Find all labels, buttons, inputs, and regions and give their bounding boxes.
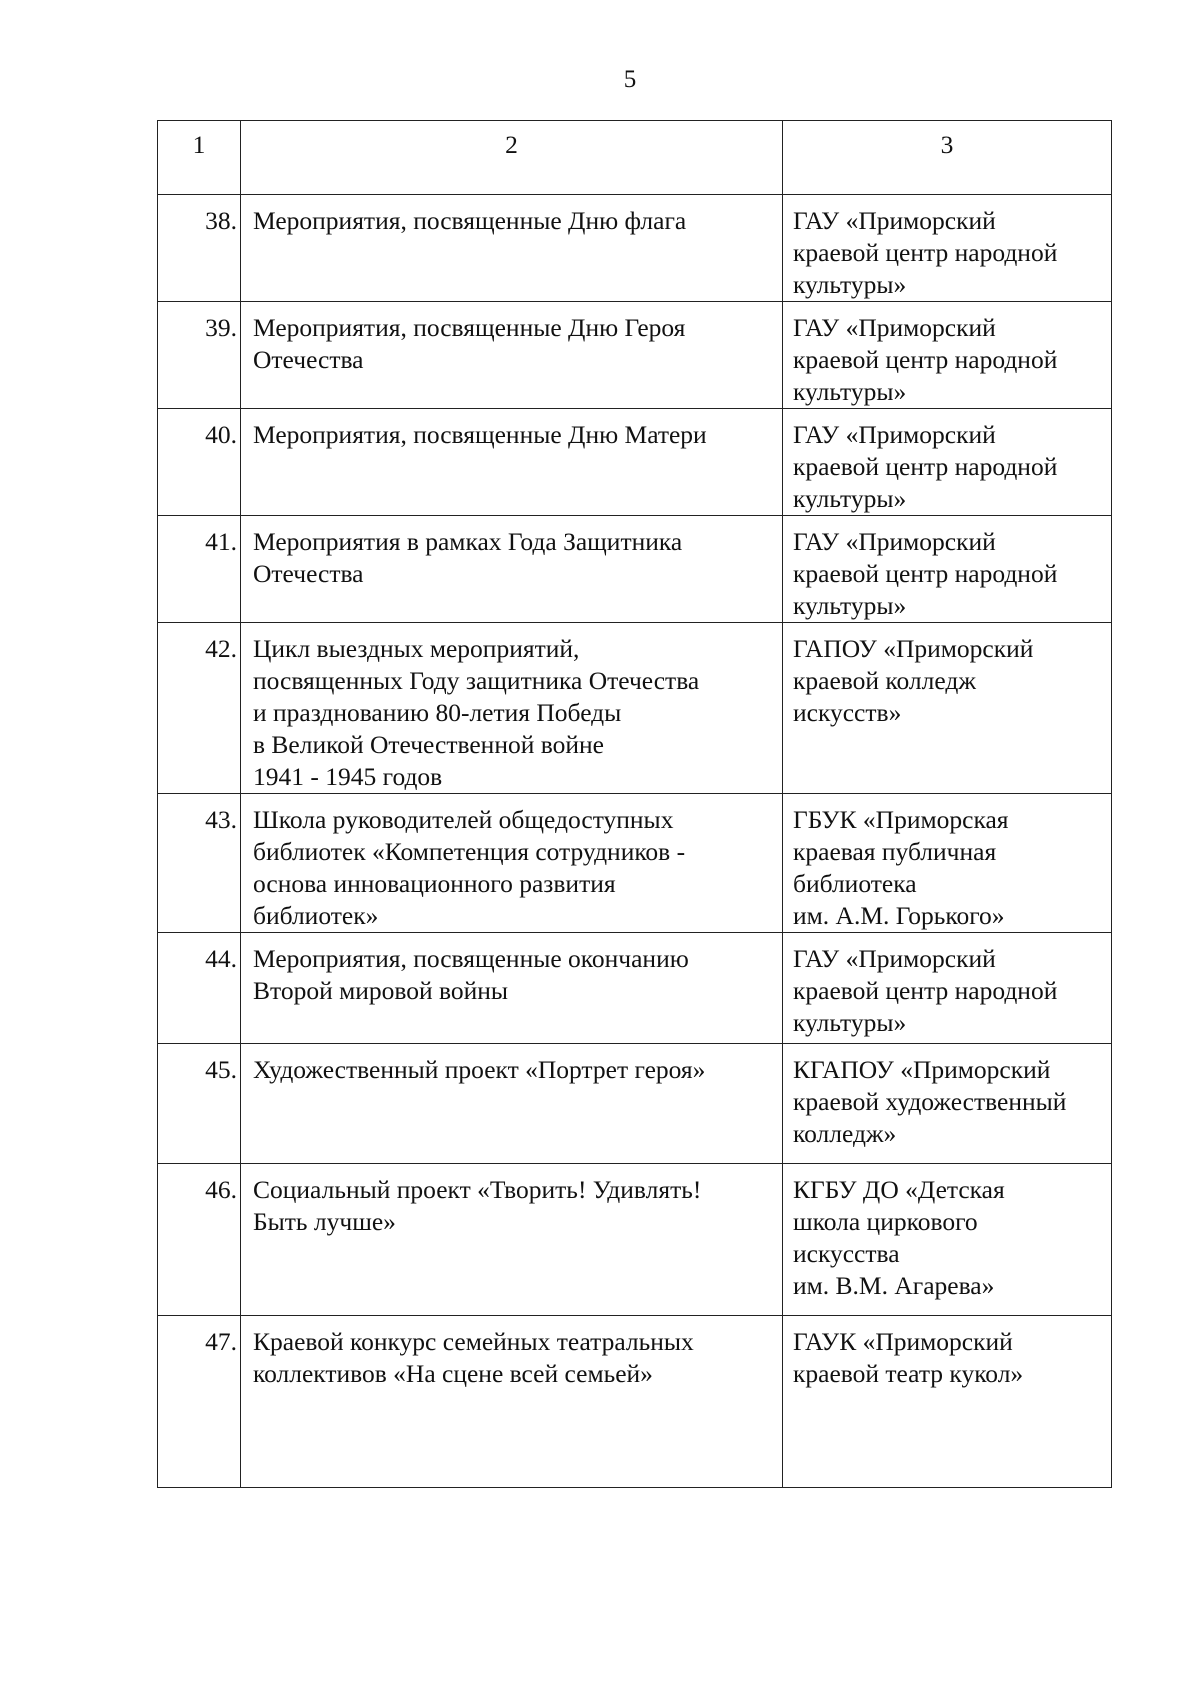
organizer-line: краевой центр народной [793,559,1058,588]
event-cell [241,1316,783,1488]
organizer-line: культуры» [793,377,907,406]
event-line: Быть лучше» [253,1207,396,1236]
row-number: 44. [158,933,241,1044]
organizer-line: краевой колледж [793,666,976,695]
event-cell [241,933,783,1044]
table-row [158,1316,1112,1488]
organizer-cell [783,516,1112,623]
header-cell-1: 1 [158,121,241,195]
events-table [157,120,1112,1488]
organizer-line: колледж» [793,1119,897,1148]
event-line: посвященных Году защитника Отечества [253,666,700,695]
row-number: 47. [158,1316,241,1488]
organizer-line: ГАПОУ «Приморский [793,634,1034,663]
event-cell [241,195,783,302]
organizer-line: КГАПОУ «Приморский [793,1055,1051,1084]
event-line: 1941 - 1945 годов [253,762,443,791]
organizer-cell [783,195,1112,302]
row-number: 42. [158,623,241,794]
table-row [158,794,1112,933]
organizer-line: ГАУ «Приморский [793,206,996,235]
table-row [158,933,1112,1044]
organizer-line: краевой театр кукол» [793,1359,1024,1388]
organizer-cell [783,409,1112,516]
event-line: Мероприятия, посвященные Дню флага [253,206,687,235]
organizer-cell [783,1044,1112,1164]
event-line: Социальный проект «Творить! Удивлять! [253,1175,702,1204]
organizer-line: краевой центр народной [793,976,1058,1005]
row-number: 39. [158,302,241,409]
organizer-line: краевой центр народной [793,238,1058,267]
organizer-line: библиотека [793,869,917,898]
organizer-line: краевой центр народной [793,452,1058,481]
organizer-line: искусства [793,1239,900,1268]
row-number: 41. [158,516,241,623]
organizer-line: им. А.М. Горького» [793,901,1005,930]
event-line: Художественный проект «Портрет героя» [253,1055,706,1084]
page-number: 5 [623,66,637,93]
organizer-line: ГБУК «Приморская [793,805,1009,834]
organizer-line: краевой художественный [793,1087,1067,1116]
event-line: библиотек» [253,901,379,930]
organizer-line: ГАУ «Приморский [793,313,996,342]
organizer-line: краевой центр народной [793,345,1058,374]
event-line: коллективов «На сцене всей семьей» [253,1359,653,1388]
organizer-line: ГАУ «Приморский [793,420,996,449]
organizer-line: искусств» [793,698,902,727]
event-cell [241,302,783,409]
table-row [158,195,1112,302]
event-line: Мероприятия, посвященные Дню Матери [253,420,707,449]
event-cell [241,1044,783,1164]
event-cell [241,516,783,623]
event-line: основа инновационного развития [253,869,616,898]
organizer-cell [783,933,1112,1044]
organizer-line: КГБУ ДО «Детская [793,1175,1005,1204]
event-line: Мероприятия, посвященные окончанию [253,944,689,973]
event-cell [241,1164,783,1316]
event-line: в Великой Отечественной войне [253,730,604,759]
event-line: Мероприятия, посвященные Дню Героя [253,313,686,342]
organizer-line: ГАУ «Приморский [793,527,996,556]
event-line: и празднованию 80-летия Победы [253,698,622,727]
row-number: 38. [158,195,241,302]
table-row [158,623,1112,794]
organizer-line: культуры» [793,270,907,299]
table-header-row [158,121,1112,195]
row-number: 43. [158,794,241,933]
organizer-cell [783,1164,1112,1316]
table-row [158,1044,1112,1164]
table-row [158,409,1112,516]
event-line: Второй мировой войны [253,976,509,1005]
organizer-line: краевая публичная [793,837,997,866]
organizer-line: ГАУ «Приморский [793,944,996,973]
event-line: Отечества [253,559,364,588]
table-row [158,516,1112,623]
row-number: 45. [158,1044,241,1164]
organizer-cell [783,302,1112,409]
row-number: 46. [158,1164,241,1316]
event-line: библиотек «Компетенция сотрудников - [253,837,686,866]
table-row [158,1164,1112,1316]
event-line: Краевой конкурс семейных театральных [253,1327,694,1356]
organizer-cell [783,623,1112,794]
event-cell [241,623,783,794]
event-line: Отечества [253,345,364,374]
organizer-line: культуры» [793,484,907,513]
organizer-line: культуры» [793,591,907,620]
event-line: Цикл выездных мероприятий, [253,634,580,663]
event-cell [241,409,783,516]
header-cell-3: 3 [783,121,1112,195]
event-line: Мероприятия в рамках Года Защитника [253,527,683,556]
organizer-line: школа циркового [793,1207,978,1236]
organizer-line: культуры» [793,1008,907,1037]
event-line: Школа руководителей общедоступных [253,805,674,834]
organizer-cell [783,794,1112,933]
organizer-cell [783,1316,1112,1488]
header-cell-2: 2 [241,121,783,195]
table-row [158,302,1112,409]
organizer-line: ГАУК «Приморский [793,1327,1013,1356]
row-number: 40. [158,409,241,516]
event-cell [241,794,783,933]
organizer-line: им. В.М. Агарева» [793,1271,995,1300]
